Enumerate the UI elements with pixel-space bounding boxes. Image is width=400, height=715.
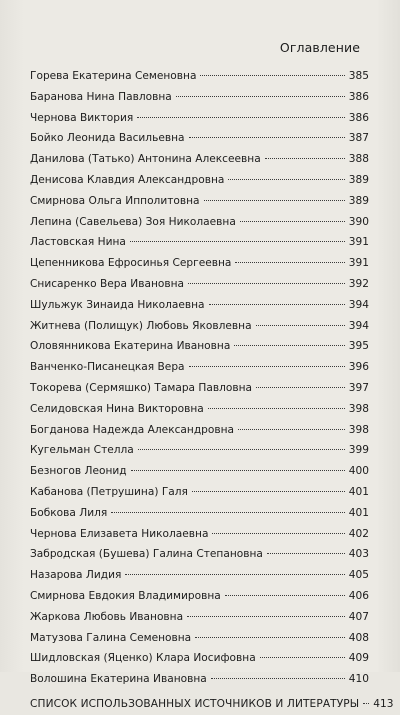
toc-entry-name: Волошина Екатерина Ивановна [30,673,207,686]
dot-leader [130,241,345,242]
toc-entry-page: 386 [348,90,369,103]
dot-leader [125,574,344,575]
toc-entry [30,461,369,482]
toc-entry-page: 388 [348,153,369,166]
toc-entry [30,628,369,649]
toc-entry-page: 407 [348,610,369,623]
toc-entry [30,440,369,461]
toc-entry [30,586,369,607]
toc-entry-name: Селидовская Нина Викторовна [30,402,204,415]
dot-leader [131,470,345,471]
toc-entry [30,336,369,357]
dot-leader [195,637,345,638]
dot-leader [188,283,345,284]
toc-entry [30,170,369,191]
toc-entry-name: Ластовская Нина [30,236,126,249]
dot-leader [238,429,345,430]
toc-entry-page: 410 [348,673,369,686]
dot-leader [256,387,345,388]
toc-entry-page: 391 [348,236,369,249]
toc-entry-page: 386 [348,111,369,124]
toc-entry-name: Денисова Клавдия Александровна [30,173,225,186]
dot-leader [209,304,345,305]
toc-section-name: СПИСОК ИСПОЛЬЗОВАННЫХ ИСТОЧНИКОВ И ЛИТЕРАТУРЫ [30,697,360,710]
toc-entry [30,274,369,295]
toc-entry-name: Лепина (Савельева) Зоя Николаевна [30,215,236,228]
toc-entry [30,232,369,253]
dot-leader [260,657,345,658]
toc-entry-page: 402 [348,527,369,540]
toc-entry-name: Шидловская (Яценко) Клара Иосифовна [30,652,256,665]
dot-leader [265,158,345,159]
toc-entry-name: Чернова Виктория [30,111,134,124]
toc-entry [30,357,369,378]
toc-entry-name: Бобкова Лиля [30,506,108,519]
toc-entry [30,669,369,690]
toc-entry-name: Назарова Лидия [30,569,122,582]
toc-entry-page: 398 [348,402,369,415]
dot-leader [212,533,344,534]
toc-entry-name: Чернова Елизавета Николаевна [30,527,209,540]
toc-entry-page: 399 [348,444,369,457]
toc-entry-name: Данилова (Татько) Антонина Алексеевна [30,153,261,166]
dot-leader [363,703,369,704]
dot-leader [189,137,345,138]
toc-entry-page: 408 [348,631,369,644]
toc-entry-name: Шульжук Зинаида Николаевна [30,298,205,311]
toc-entry [30,565,369,586]
dot-leader [189,366,345,367]
toc-entry-name: Смирнова Ольга Ипполитовна [30,194,200,207]
dot-leader [138,449,345,450]
toc-entry-name: Кугельман Стелла [30,444,134,457]
toc-entry [30,399,369,420]
dot-leader [267,553,345,554]
toc-section-page: 413 [373,697,394,710]
toc-entry-name: Бойко Леонида Васильевна [30,132,185,145]
toc-entry-page: 385 [348,70,369,82]
toc-entry [30,524,369,545]
dot-leader [228,179,344,180]
toc-entry [30,544,369,565]
toc-entry-name: Цепенникова Ефросинья Сергеевна [30,257,232,270]
toc-entry-page: 401 [348,506,369,519]
toc-entry-name: Токорева (Сермяшко) Тамара Павловна [30,381,253,394]
toc-entry [30,420,369,441]
toc-entry [30,108,369,129]
toc-entry [30,87,369,108]
toc-entry-name: Баранова Нина Павловна [30,90,172,103]
toc-entry-page: 406 [348,589,369,602]
toc-entry-page: 398 [348,423,369,436]
dot-leader [225,595,345,596]
dot-leader [204,200,345,201]
toc-entry-page: 389 [348,173,369,186]
toc-entry [30,66,369,87]
toc-entry-page: 387 [348,132,369,145]
toc-entry [30,378,369,399]
dot-leader [176,96,345,97]
dot-leader [234,345,344,346]
toc-entry-name: Кабанова (Петрушина) Галя [30,485,188,498]
toc-entry-name: Забродская (Бушева) Галина Степановна [30,548,263,561]
toc-entry-name: Ванченко-Писанецкая Вера [30,361,185,374]
toc-entry-page: 401 [348,485,369,498]
table-of-contents [30,66,394,715]
toc-entry [30,482,369,503]
toc-entry-page: 397 [348,381,369,394]
dot-leader [240,221,345,222]
toc-entry-name: Жаркова Любовь Ивановна [30,610,184,623]
dot-leader [208,408,345,409]
toc-entry-page: 389 [348,194,369,207]
toc-entry-page: 403 [348,548,369,561]
toc-entry [30,253,369,274]
toc-entry-page: 392 [348,277,369,290]
toc-entry [30,191,369,212]
toc-entry [30,212,369,233]
dot-leader [192,491,345,492]
toc-entry-name: Богданова Надежда Александровна [30,423,235,436]
toc-entry-name: Смирнова Евдокия Владимировна [30,589,221,602]
toc-entry-page: 400 [348,465,369,478]
dot-leader [200,75,344,76]
toc-entry [30,149,369,170]
toc-entry-page: 394 [348,298,369,311]
toc-entry-name: Житнева (Полищук) Любовь Яковлевна [30,319,252,332]
toc-entry-page: 394 [348,319,369,332]
toc-entry-name: Безногов Леонид [30,465,127,478]
toc-section-entry [30,694,394,715]
dot-leader [111,512,345,513]
toc-entry-page: 396 [348,361,369,374]
page-title: Оглавление [279,40,360,55]
toc-entry [30,128,369,149]
dot-leader [256,325,345,326]
toc-entry-page: 391 [348,257,369,270]
toc-entry-page: 405 [348,569,369,582]
toc-entry-name: Горева Екатерина Семеновна [30,70,197,82]
toc-entry-name: Матузова Галина Семеновна [30,631,192,644]
toc-entry [30,503,369,524]
toc-entry [30,648,369,669]
toc-entry-name: Оловянникова Екатерина Ивановна [30,340,231,353]
toc-entry-name: Снисаренко Вера Ивановна [30,277,185,290]
toc-entry [30,316,369,337]
toc-entry [30,295,369,316]
dot-leader [187,616,345,617]
dot-leader [137,117,345,118]
dot-leader [235,262,344,263]
toc-entry-page: 390 [348,215,369,228]
toc-entry-page: 409 [348,652,369,665]
toc-entry-page: 395 [348,340,369,353]
toc-entry [30,607,369,628]
dot-leader [211,678,345,679]
